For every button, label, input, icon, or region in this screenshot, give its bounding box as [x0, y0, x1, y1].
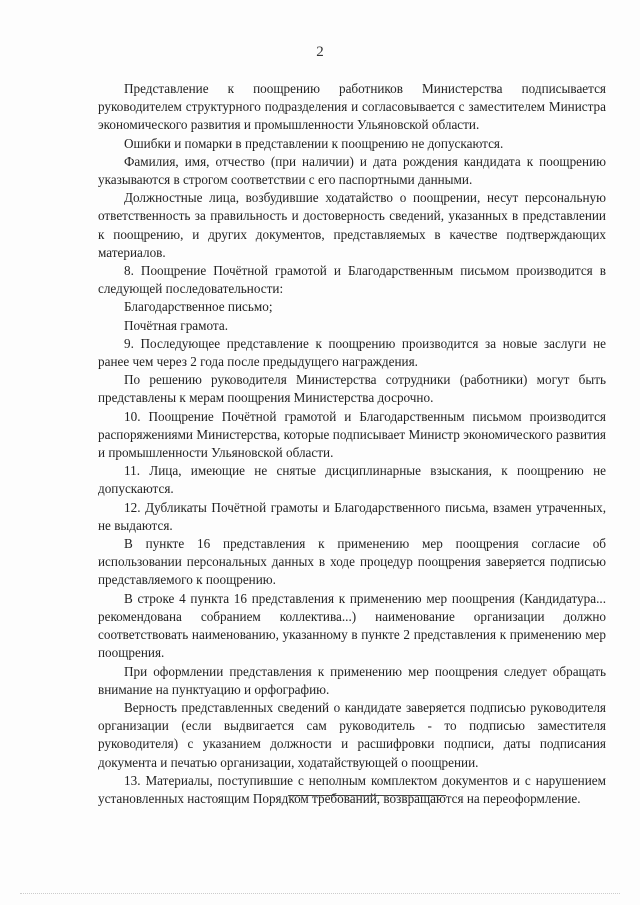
paragraph: Ошибки и помарки в представлении к поощрению не допускаются.	[124, 135, 504, 151]
paragraph: Представление к поощрению работников Министерства подписывается руководителем структурного подразделения и согласовывается с заместителем Министра экономического развития и промышленности Ульяновской области.	[98, 81, 606, 133]
document-body	[98, 80, 606, 808]
paragraph: 9. Последующее представление к поощрению производится за новые заслуги не ранее чем через 2 года после предыдущего награждения.	[98, 335, 606, 370]
paragraph: Фамилия, имя, отчество (при наличии) и дата рождения кандидата к поощрению указываются в строгом соответствии с его паспортными данными.	[98, 153, 606, 188]
paragraph: По решению руководителя Министерства сотрудники (работники) могут быть представлены к мерам поощрения Министерства досрочно.	[98, 372, 606, 406]
paragraph: 13. Материалы, поступившие с неполным комплектом документов и с нарушением установленных настоящим Порядком требований, возвращаются на переоформление.	[98, 772, 606, 806]
paragraph: В пункте 16 представления к применению мер поощрения согласие об использовании персональных данных в ходе процедур поощрения заверяется подписью представляемого к поощрению.	[98, 536, 606, 588]
paragraph: При оформлении представления к применению мер поощрения следует обращать внимание на пунктуацию и орфографию.	[98, 663, 606, 697]
paragraph: 11. Лица, имеющие не снятые дисциплинарные взыскания, к поощрению не допускаются.	[98, 463, 606, 497]
page-number: 2	[316, 44, 324, 60]
scan-edge	[20, 893, 620, 894]
paragraph: Верность представленных сведений о кандидате заверяется подписью руководителя организации (если выдвигается сам руководитель - то подписью заместителя руководителя) с указанием должности и расшифровки подписи, даты подписания документа и печатью организации, ходатайствующей о поощрении.	[98, 699, 606, 770]
paragraph: Должностные лица, возбудившие ходатайство о поощрении, несут персональную ответственность за правильность и достоверность сведений, указанных в представлении к поощрению, и других документов, представляемых в качестве подтверждающих материалов.	[98, 190, 606, 260]
paragraph: 12. Дубликаты Почётной грамоты и Благодарственного письма, взамен утраченных, не выдаются.	[98, 499, 606, 533]
end-divider	[288, 795, 446, 796]
paragraph: В строке 4 пункта 16 представления к применению мер поощрения (Кандидатура... рекомендована собранием коллектива...) наименование организации должно соответствовать наименованию, указанному в пункте 2 представления к применению мер поощрения.	[98, 590, 606, 661]
paragraph: 8. Поощрение Почётной грамотой и Благодарственным письмом производится в следующей последовательности:	[98, 263, 606, 297]
paragraph: Благодарственное письмо;	[124, 299, 273, 315]
paragraph: 10. Поощрение Почётной грамотой и Благодарственным письмом производится распоряжениями Министерства, которые подписывает Министр экономического развития и промышленности Ульяновской области.	[98, 408, 606, 461]
paragraph: Почётная грамота.	[124, 317, 228, 333]
